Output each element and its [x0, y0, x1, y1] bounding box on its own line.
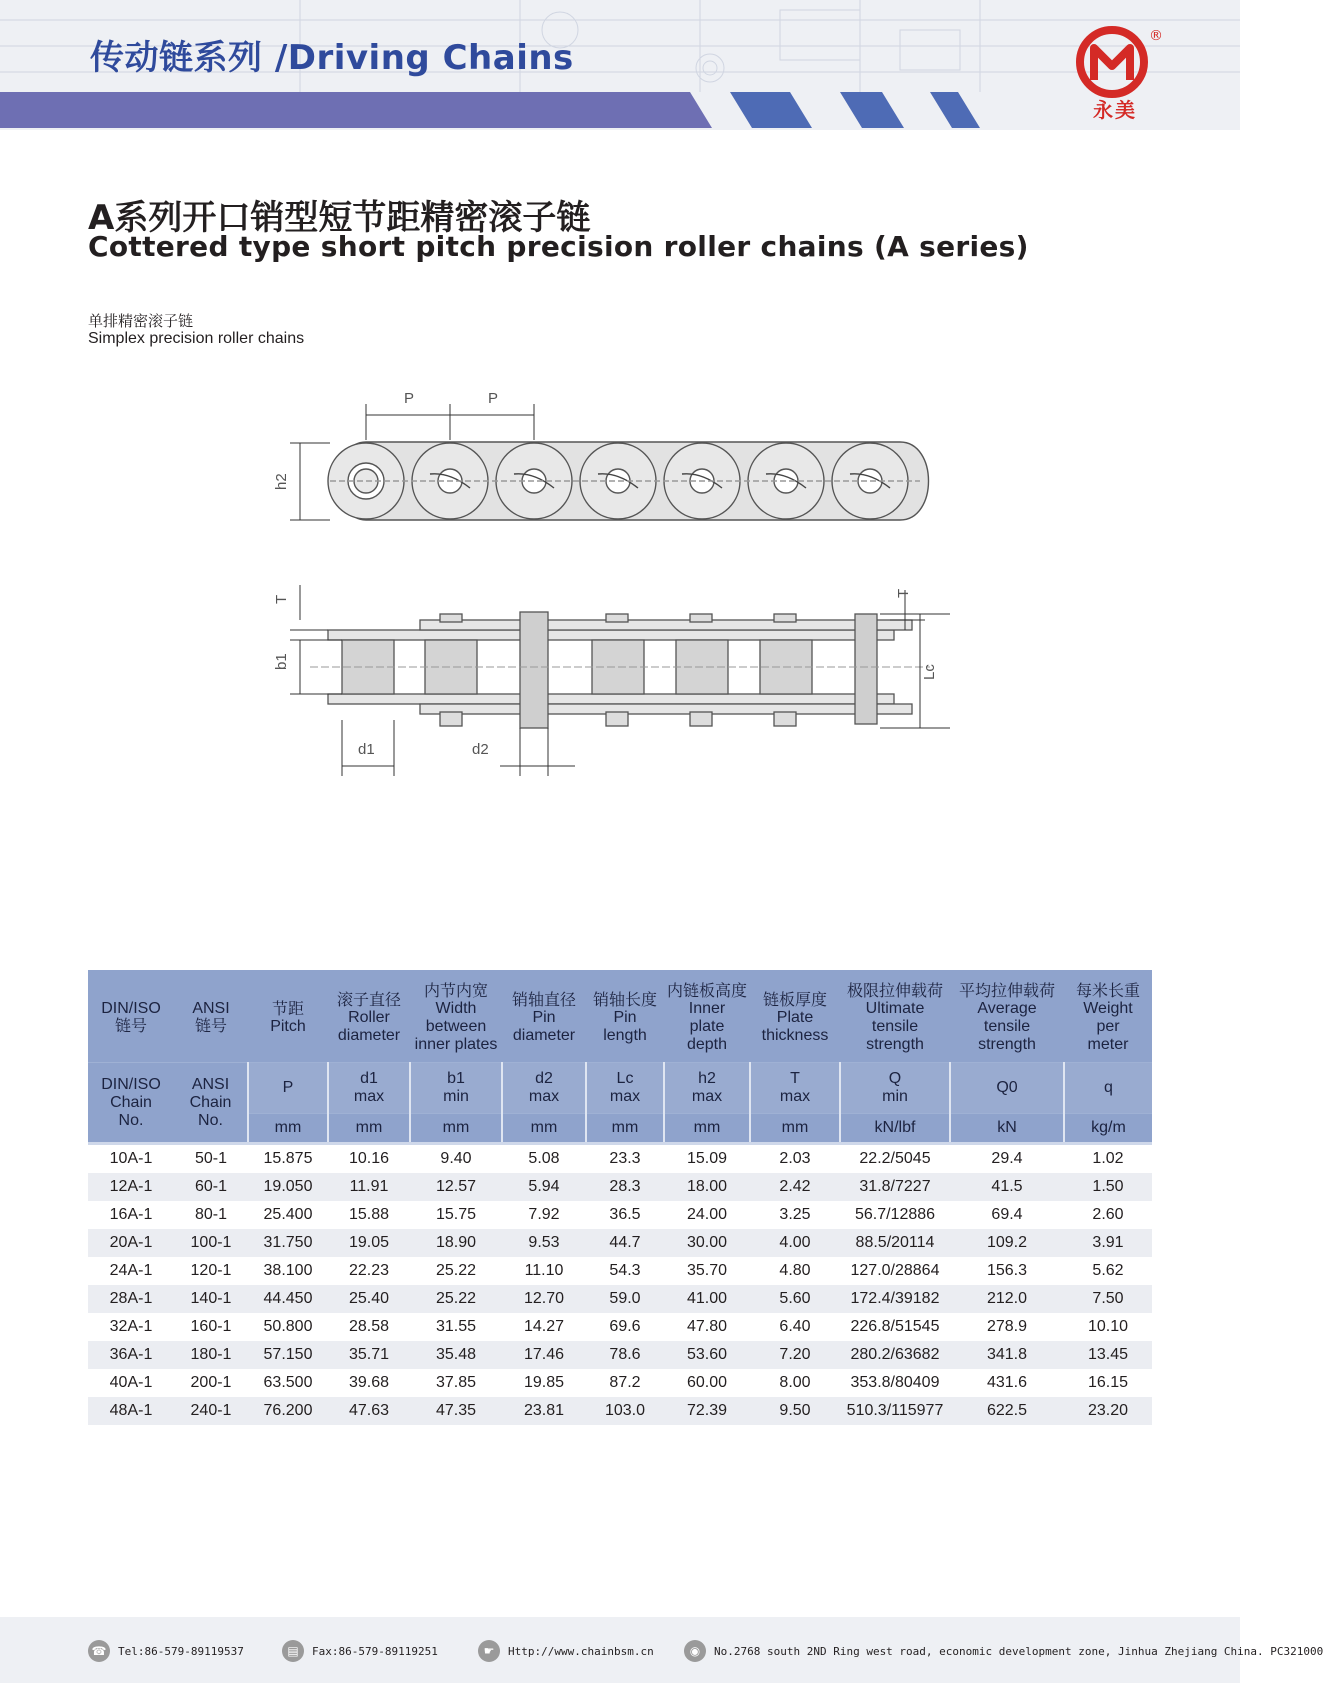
table-cell: 6.40 — [750, 1313, 840, 1341]
table-cell: 200-1 — [174, 1369, 248, 1397]
col-header-cn: 销轴直径 — [511, 990, 576, 1009]
col-symbol-line: max — [528, 1088, 560, 1105]
dim-label-h2: h2 — [273, 473, 290, 490]
col-symbol-line: min — [882, 1088, 908, 1105]
table-row — [88, 1369, 1152, 1397]
table-cell: 15.88 — [328, 1201, 410, 1229]
table-cell: 15.75 — [410, 1201, 502, 1229]
col-header-en: Pin — [532, 1009, 556, 1026]
table-cell: 35.70 — [664, 1257, 750, 1285]
table-cell: 5.60 — [750, 1285, 840, 1313]
registered-mark: ® — [1149, 28, 1163, 44]
table-cell: 2.03 — [750, 1144, 840, 1174]
col-symbol-10 — [950, 1063, 1064, 1114]
col-header-5 — [502, 970, 586, 1063]
table-cell: 28A-1 — [88, 1285, 174, 1313]
col-symbol-line: Lc — [616, 1070, 634, 1087]
col-unit-3: mm — [328, 1114, 410, 1144]
col-symbol-line: max — [609, 1088, 641, 1105]
table-cell: 622.5 — [950, 1397, 1064, 1425]
table-cell: 87.2 — [586, 1369, 664, 1397]
table-cell: 10.10 — [1064, 1313, 1152, 1341]
table-row — [88, 1201, 1152, 1229]
table-header-row-labels — [88, 970, 1152, 1063]
table-cell: 431.6 — [950, 1369, 1064, 1397]
col-header-9 — [840, 970, 950, 1063]
col-symbol-line: max — [779, 1088, 811, 1105]
table-cell: 3.25 — [750, 1201, 840, 1229]
table-cell: 39.68 — [328, 1369, 410, 1397]
table-cell: 12.70 — [502, 1285, 586, 1313]
table-cell: 5.08 — [502, 1144, 586, 1174]
dim-label-pitch-1: P — [404, 390, 415, 407]
table-cell: 18.90 — [410, 1229, 502, 1257]
table-cell: 76.200 — [248, 1397, 328, 1425]
col-symbol-6 — [586, 1063, 664, 1114]
table-row — [88, 1257, 1152, 1285]
col-header-en: plate — [689, 1018, 725, 1035]
chain-section-view — [328, 612, 912, 728]
table-cell: 47.80 — [664, 1313, 750, 1341]
col-header-cn: 链板厚度 — [762, 990, 827, 1009]
col-symbol-line: No. — [198, 1111, 223, 1129]
dim-label-d1: d1 — [358, 741, 375, 758]
table-cell: 1.50 — [1064, 1173, 1152, 1201]
section-subtitle-cn: 单排精密滚子链 — [88, 312, 194, 330]
col-header-cn: 内节内宽 — [423, 981, 488, 1000]
table-cell: 156.3 — [950, 1257, 1064, 1285]
col-header-en: Plate — [776, 1009, 814, 1026]
table-cell: 20A-1 — [88, 1229, 174, 1257]
col-symbol-3 — [328, 1063, 410, 1114]
col-header-en: DIN/ISO — [101, 1000, 161, 1017]
col-symbol-line: Chain — [110, 1093, 152, 1111]
table-cell: 10A-1 — [88, 1144, 174, 1174]
header-title: 传动链系列 /Driving Chains — [90, 38, 574, 78]
col-header-en: Inner — [688, 1000, 726, 1017]
table-cell: 37.85 — [410, 1369, 502, 1397]
table-cell: 160-1 — [174, 1313, 248, 1341]
col-header-en: diameter — [512, 1027, 576, 1044]
table-cell: 25.22 — [410, 1257, 502, 1285]
table-cell: 72.39 — [664, 1397, 750, 1425]
table-cell: 15.875 — [248, 1144, 328, 1174]
col-header-11 — [1064, 970, 1152, 1063]
col-header-en: Ultimate — [865, 1000, 925, 1017]
table-cell: 25.22 — [410, 1285, 502, 1313]
col-header-4 — [410, 970, 502, 1063]
table-cell: 18.00 — [664, 1173, 750, 1201]
table-cell: 59.0 — [586, 1285, 664, 1313]
table-cell: 353.8/80409 — [840, 1369, 950, 1397]
col-header-cn: 节距 — [271, 999, 304, 1018]
table-cell: 4.00 — [750, 1229, 840, 1257]
table-cell: 172.4/39182 — [840, 1285, 950, 1313]
col-symbol-7 — [664, 1063, 750, 1114]
col-header-en: Pitch — [270, 1018, 306, 1035]
table-cell: 2.42 — [750, 1173, 840, 1201]
col-header-10 — [950, 970, 1064, 1063]
table-cell: 15.09 — [664, 1144, 750, 1174]
col-unit-5: mm — [502, 1114, 586, 1144]
dim-label-t-right: T — [895, 588, 912, 598]
table-cell: 47.63 — [328, 1397, 410, 1425]
table-cell: 78.6 — [586, 1341, 664, 1369]
col-header-en: inner plates — [414, 1036, 498, 1053]
table-header-row-symbols — [88, 1063, 1152, 1114]
table-cell: 50.800 — [248, 1313, 328, 1341]
table-cell: 2.60 — [1064, 1201, 1152, 1229]
table-body — [88, 1144, 1152, 1426]
footer-tel — [88, 1640, 244, 1662]
table-cell: 100-1 — [174, 1229, 248, 1257]
footer-fax — [282, 1640, 438, 1662]
table-cell: 7.20 — [750, 1341, 840, 1369]
col-header-en: Width — [435, 1000, 477, 1017]
table-cell: 127.0/28864 — [840, 1257, 950, 1285]
table-cell: 31.55 — [410, 1313, 502, 1341]
table-cell: 23.3 — [586, 1144, 664, 1174]
col-header-cn: 滚子直径 — [336, 990, 401, 1009]
table-cell: 280.2/63682 — [840, 1341, 950, 1369]
col-symbol-line: b1 — [447, 1070, 465, 1087]
table-cell: 41.5 — [950, 1173, 1064, 1201]
table-cell: 240-1 — [174, 1397, 248, 1425]
col-header-3 — [328, 970, 410, 1063]
table-cell: 3.91 — [1064, 1229, 1152, 1257]
table-cell: 17.46 — [502, 1341, 586, 1369]
table-cell: 109.2 — [950, 1229, 1064, 1257]
table-cell: 53.60 — [664, 1341, 750, 1369]
col-header-en: per — [1096, 1018, 1120, 1035]
table-cell: 80-1 — [174, 1201, 248, 1229]
table-cell: 69.6 — [586, 1313, 664, 1341]
col-symbol-line: q — [1104, 1079, 1113, 1096]
page-title-en: Cottered type short pitch precision roller chains (A series) — [88, 230, 1029, 263]
col-symbol-line: Q — [888, 1070, 902, 1087]
table-cell: 88.5/20114 — [840, 1229, 950, 1257]
table-row — [88, 1341, 1152, 1369]
table-cell: 25.400 — [248, 1201, 328, 1229]
col-symbol-line: d2 — [535, 1070, 553, 1087]
chain-spec-table — [88, 970, 1152, 1425]
table-cell: 44.7 — [586, 1229, 664, 1257]
col-header-7 — [664, 970, 750, 1063]
table-cell: 278.9 — [950, 1313, 1064, 1341]
table-cell: 54.3 — [586, 1257, 664, 1285]
col-header-en: tensile — [871, 1018, 919, 1035]
table-cell: 38.100 — [248, 1257, 328, 1285]
col-header-en: thickness — [761, 1027, 829, 1044]
col-header-en: diameter — [337, 1027, 401, 1044]
table-cell: 22.23 — [328, 1257, 410, 1285]
table-cell: 25.40 — [328, 1285, 410, 1313]
table-header-row-units — [88, 1114, 1152, 1144]
table-cell: 4.80 — [750, 1257, 840, 1285]
table-cell: 56.7/12886 — [840, 1201, 950, 1229]
table-row — [88, 1285, 1152, 1313]
col-symbol-0 — [88, 1063, 174, 1144]
col-header-en: 链号 — [194, 1018, 227, 1035]
table-row — [88, 1144, 1152, 1174]
footer-tel-text: Tel:86-579-89119537 — [118, 1644, 244, 1658]
table-cell: 48A-1 — [88, 1397, 174, 1425]
table-cell: 47.35 — [410, 1397, 502, 1425]
col-header-1 — [174, 970, 248, 1063]
table-cell: 35.71 — [328, 1341, 410, 1369]
dim-label-pitch-2: P — [488, 390, 499, 407]
chain-technical-drawing — [0, 0, 1240, 800]
col-header-en: strength — [866, 1036, 924, 1053]
table-cell: 19.05 — [328, 1229, 410, 1257]
col-header-en: Roller — [348, 1009, 390, 1026]
table-cell: 13.45 — [1064, 1341, 1152, 1369]
col-symbol-1 — [174, 1063, 248, 1144]
fax-icon: ▤ — [282, 1640, 304, 1662]
footer-web-link[interactable]: Http://www.chainbsm.cn — [508, 1644, 654, 1658]
table-cell: 32A-1 — [88, 1313, 174, 1341]
table-cell: 60-1 — [174, 1173, 248, 1201]
col-unit-7: mm — [664, 1114, 750, 1144]
col-header-cn: 销轴长度 — [592, 990, 657, 1009]
table-cell: 35.48 — [410, 1341, 502, 1369]
table-cell: 19.85 — [502, 1369, 586, 1397]
table-cell: 341.8 — [950, 1341, 1064, 1369]
table-cell: 36A-1 — [88, 1341, 174, 1369]
brand-name: 永美 — [1093, 98, 1137, 122]
table-cell: 10.16 — [328, 1144, 410, 1174]
col-symbol-line: P — [282, 1079, 294, 1096]
col-symbol-line: T — [790, 1070, 800, 1087]
col-symbol-11 — [1064, 1063, 1152, 1114]
col-unit-10: kN — [950, 1114, 1064, 1144]
table-cell: 5.62 — [1064, 1257, 1152, 1285]
web-cursor-icon: ☛ — [478, 1640, 500, 1662]
col-header-cn: 平均拉伸载荷 — [958, 981, 1055, 1000]
col-header-en: Weight — [1083, 1000, 1133, 1017]
section-subtitle-en: Simplex precision roller chains — [88, 330, 305, 347]
dim-label-b1: b1 — [273, 653, 290, 670]
table-cell: 24A-1 — [88, 1257, 174, 1285]
col-header-0 — [88, 970, 174, 1063]
phone-icon: ☎ — [88, 1640, 110, 1662]
col-symbol-line: Chain — [189, 1093, 232, 1111]
col-symbol-4 — [410, 1063, 502, 1114]
col-header-cn: 极限拉伸载荷 — [846, 981, 943, 1000]
table-cell: 24.00 — [664, 1201, 750, 1229]
table-cell: 44.450 — [248, 1285, 328, 1313]
col-header-en: ANSI — [192, 1000, 230, 1017]
col-unit-11: kg/m — [1064, 1114, 1152, 1144]
col-header-en: strength — [978, 1036, 1036, 1053]
col-symbol-5 — [502, 1063, 586, 1114]
table-cell: 8.00 — [750, 1369, 840, 1397]
table-row — [88, 1229, 1152, 1257]
table-cell: 14.27 — [502, 1313, 586, 1341]
col-header-en: length — [603, 1027, 647, 1044]
col-header-en: 链号 — [114, 1018, 147, 1035]
col-unit-4: mm — [410, 1114, 502, 1144]
table-cell: 9.53 — [502, 1229, 586, 1257]
table-cell: 31.750 — [248, 1229, 328, 1257]
table-cell: 23.20 — [1064, 1397, 1152, 1425]
dim-label-lc: Lc — [921, 664, 938, 680]
table-cell: 12A-1 — [88, 1173, 174, 1201]
col-symbol-8 — [750, 1063, 840, 1114]
table-cell: 40A-1 — [88, 1369, 174, 1397]
page-title-cn: A系列开口销型短节距精密滚子链 — [88, 198, 591, 238]
table-cell: 11.91 — [328, 1173, 410, 1201]
col-header-2 — [248, 970, 328, 1063]
col-header-en: depth — [686, 1036, 728, 1053]
table-cell: 180-1 — [174, 1341, 248, 1369]
table-cell: 16.15 — [1064, 1369, 1152, 1397]
table-cell: 36.5 — [586, 1201, 664, 1229]
location-pin-icon: ◉ — [684, 1640, 706, 1662]
table-cell: 31.8/7227 — [840, 1173, 950, 1201]
table-cell: 140-1 — [174, 1285, 248, 1313]
table-cell: 11.10 — [502, 1257, 586, 1285]
table-cell: 226.8/51545 — [840, 1313, 950, 1341]
col-header-8 — [750, 970, 840, 1063]
col-symbol-2 — [248, 1063, 328, 1114]
col-symbol-line: Q0 — [996, 1079, 1018, 1096]
col-header-6 — [586, 970, 664, 1063]
table-row — [88, 1173, 1152, 1201]
table-cell: 63.500 — [248, 1369, 328, 1397]
col-unit-6: mm — [586, 1114, 664, 1144]
footer-fax-text: Fax:86-579-89119251 — [312, 1644, 438, 1658]
table-row — [88, 1313, 1152, 1341]
col-symbol-line: min — [443, 1088, 469, 1105]
col-header-en: Average — [977, 1000, 1037, 1017]
col-symbol-line: max — [691, 1088, 723, 1105]
table-cell: 212.0 — [950, 1285, 1064, 1313]
col-header-cn: 每米长重 — [1075, 981, 1140, 1000]
table-cell: 7.92 — [502, 1201, 586, 1229]
col-symbol-line: DIN/ISO — [101, 1075, 161, 1093]
table-cell: 57.150 — [248, 1341, 328, 1369]
chain-side-view — [328, 442, 929, 520]
col-symbol-line: No. — [118, 1111, 144, 1129]
table-cell: 69.4 — [950, 1201, 1064, 1229]
table-cell: 9.40 — [410, 1144, 502, 1174]
table-cell: 103.0 — [586, 1397, 664, 1425]
table-cell: 19.050 — [248, 1173, 328, 1201]
table-cell: 22.2/5045 — [840, 1144, 950, 1174]
table-row — [88, 1397, 1152, 1425]
col-symbol-line: h2 — [698, 1070, 716, 1087]
table-cell: 7.50 — [1064, 1285, 1152, 1313]
table-cell: 50-1 — [174, 1144, 248, 1174]
col-unit-9: kN/lbf — [840, 1114, 950, 1144]
table-cell: 9.50 — [750, 1397, 840, 1425]
table-cell: 30.00 — [664, 1229, 750, 1257]
table-cell: 510.3/115977 — [840, 1397, 950, 1425]
table-cell: 28.58 — [328, 1313, 410, 1341]
table-cell: 60.00 — [664, 1369, 750, 1397]
dim-label-d2: d2 — [472, 741, 489, 758]
table-cell: 29.4 — [950, 1144, 1064, 1174]
col-symbol-line: ANSI — [191, 1075, 230, 1093]
table-cell: 12.57 — [410, 1173, 502, 1201]
table-cell: 28.3 — [586, 1173, 664, 1201]
col-unit-8: mm — [750, 1114, 840, 1144]
col-header-cn: 内链板高度 — [666, 981, 747, 1000]
col-header-en: between — [425, 1018, 487, 1035]
footer-address-text: No.2768 south 2ND Ring west road, economic development zone, Jinhua Zhejiang China. PC321000 — [714, 1644, 1323, 1658]
dim-label-t-left: T — [273, 594, 290, 604]
footer-web[interactable] — [478, 1640, 654, 1662]
table-cell: 16A-1 — [88, 1201, 174, 1229]
table-cell: 5.94 — [502, 1173, 586, 1201]
footer-address — [684, 1640, 1323, 1662]
table-cell: 23.81 — [502, 1397, 586, 1425]
col-header-en: tensile — [983, 1018, 1031, 1035]
col-header-en: meter — [1087, 1036, 1129, 1053]
col-symbol-line: max — [353, 1088, 385, 1105]
table-cell: 1.02 — [1064, 1144, 1152, 1174]
col-symbol-9 — [840, 1063, 950, 1114]
col-unit-2: mm — [248, 1114, 328, 1144]
col-header-en: Pin — [613, 1009, 637, 1026]
col-symbol-line: d1 — [360, 1070, 378, 1087]
table-cell: 120-1 — [174, 1257, 248, 1285]
table-cell: 41.00 — [664, 1285, 750, 1313]
